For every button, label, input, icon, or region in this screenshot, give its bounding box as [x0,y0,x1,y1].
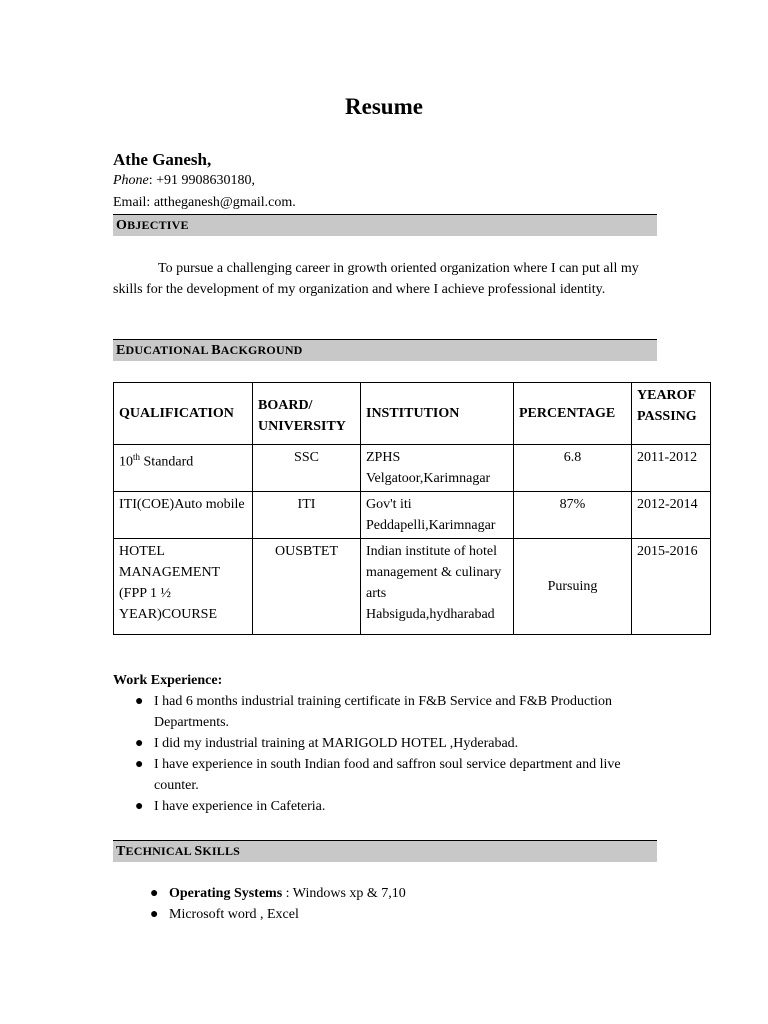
cell-institution: Indian institute of hotel management & culinary arts Habsiguda,hydharabad [361,539,514,635]
list-item: ● I did my industrial training at MARIGOLD HOTEL ,Hyderabad. [154,733,659,754]
email-label: Email: [113,195,151,210]
bullet-icon: ● [135,757,144,772]
email-line [113,195,296,211]
list-item: ● I have experience in Cafeteria. [154,796,659,817]
bullet-icon: ● [150,907,159,922]
cell-qualification: 10th Standard [114,445,253,492]
phone-value: : +91 9908630180, [148,173,256,188]
col-percentage: PERCENTAGE [514,383,632,445]
objective-heading: OBJECTIVE [116,218,189,233]
objective-section-bar [113,214,657,236]
cell-board: ITI [253,492,361,539]
list-item: ● I have experience in south Indian food and saffron soul service department and live counter. [154,754,659,796]
table-row [114,539,711,635]
email-value: attheganesh@gmail.com. [150,195,296,210]
cell-board: SSC [253,445,361,492]
col-year: YEAROF PASSING [632,383,711,445]
phone-label: Phone [113,173,149,188]
skill-value: : Windows xp & 7,10 [282,886,406,901]
cell-year: 2015-2016 [632,539,711,635]
bullet-icon: ● [135,799,144,814]
resume-title: Resume [345,94,423,119]
table-row [114,492,711,539]
skill-value: Microsoft word , Excel [169,907,299,922]
skill-label: Operating Systems [169,886,283,901]
bullet-icon: ● [135,694,144,709]
education-table [113,382,711,635]
table-header-row [114,383,711,445]
col-board: BOARD/ UNIVERSITY [253,383,361,445]
cell-percentage: Pursuing [514,539,632,635]
table-row [114,445,711,492]
list-item [150,904,649,925]
cell-year: 2011-2012 [632,445,711,492]
cell-percentage: 6.8 [514,445,632,492]
objective-text: To pursue a challenging career in growth oriented organization where I can put all my skills for the development of my organization and where I achieve professional identity. [113,261,639,297]
skills-heading: TECHNICAL SKILLS [116,844,241,859]
cell-institution: Gov't iti Peddapelli,Karimnagar [361,492,514,539]
col-qualification: QUALIFICATION [114,383,253,445]
list-item [150,883,649,904]
bullet-icon: ● [135,736,144,751]
col-institution: INSTITUTION [361,383,514,445]
cell-percentage: 87% [514,492,632,539]
cell-institution: ZPHS Velgatoor,Karimnagar [361,445,514,492]
skills-list [150,883,649,925]
education-heading: EDUCATIONAL BACKGROUND [116,343,303,358]
work-experience-list [135,691,659,817]
cell-year: 2012-2014 [632,492,711,539]
cell-qualification: ITI(COE)Auto mobile [114,492,253,539]
cell-qualification: HOTEL MANAGEMENT (FPP 1 ½ YEAR)COURSE [114,539,253,635]
bullet-icon: ● [150,886,159,901]
phone-line [113,173,255,189]
applicant-name: Athe Ganesh, [113,150,212,169]
cell-board: OUSBTET [253,539,361,635]
list-item: ● I had 6 months industrial training certificate in F&B Service and F&B Production Departments. [154,691,659,733]
work-experience-heading: Work Experience: [113,673,223,688]
